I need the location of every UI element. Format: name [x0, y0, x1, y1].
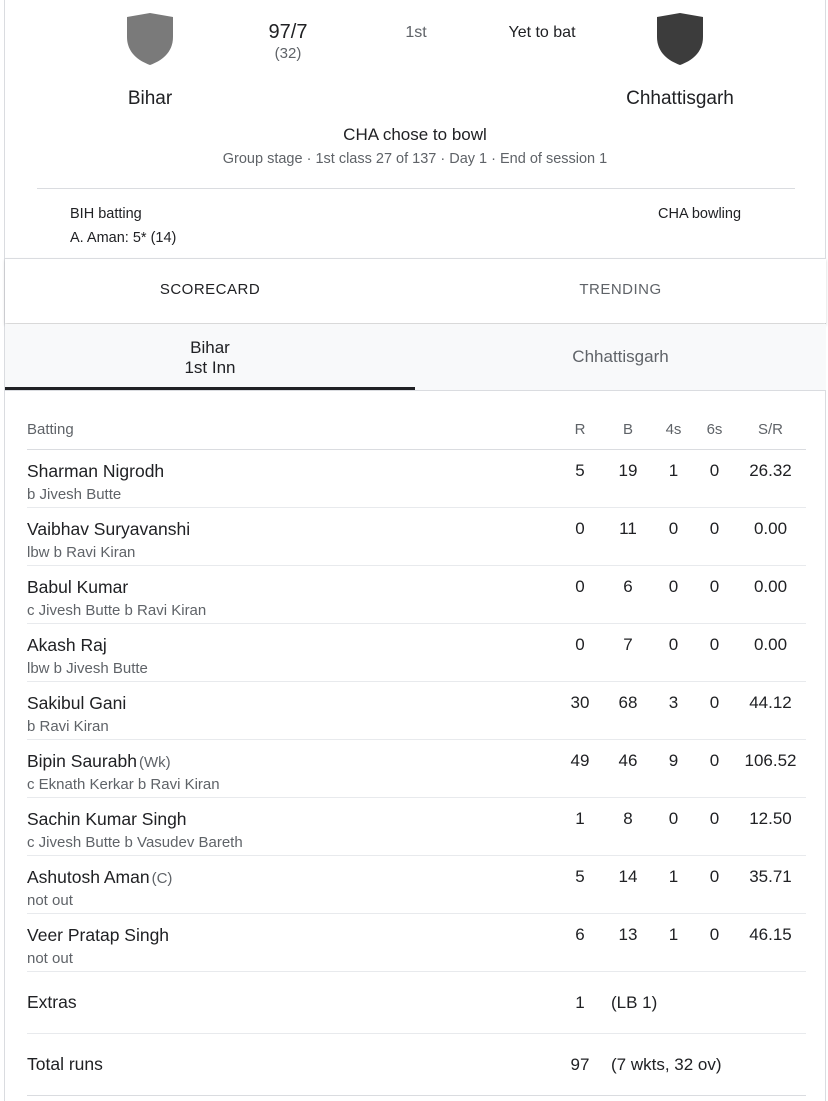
- strike-rate-cell: 0.00: [735, 624, 806, 682]
- sixes-cell: 0: [694, 624, 735, 682]
- team1-overs: (32): [274, 45, 302, 62]
- player-name-text: Babul Kumar: [27, 577, 129, 597]
- table-row: [27, 566, 806, 624]
- player-name-text: Sharman Nigrodh: [27, 461, 165, 481]
- header-divider: [37, 188, 795, 189]
- player-cell: [27, 798, 557, 856]
- innings-label: 1st: [405, 24, 427, 41]
- player-name-text: Sachin Kumar Singh: [27, 809, 187, 829]
- innings-tabs: [5, 324, 826, 391]
- team2-status: Yet to bat: [508, 24, 576, 41]
- chhattisgarh-shield-icon: [655, 13, 705, 65]
- sixes-cell: 0: [694, 914, 735, 972]
- header-runs: R: [557, 410, 603, 450]
- innings-tab-bihar[interactable]: [5, 324, 415, 390]
- team2-name[interactable]: Chhattisgarh: [626, 88, 734, 109]
- player-cell: [27, 856, 557, 914]
- balls-cell: 7: [603, 624, 653, 682]
- total-value: 97: [557, 1034, 603, 1096]
- balls-cell: 14: [603, 856, 653, 914]
- table-row: [27, 450, 806, 508]
- match-info: Group stage · 1st class 27 of 137 · Day 1 · End of session 1: [222, 151, 608, 167]
- player-cell: [27, 682, 557, 740]
- player-cell: [27, 508, 557, 566]
- strike-rate-cell: 46.15: [735, 914, 806, 972]
- player-name[interactable]: [27, 914, 557, 967]
- runs-cell: 6: [557, 914, 603, 972]
- fours-cell: 9: [653, 740, 694, 798]
- player-name-text: Veer Pratap Singh: [27, 925, 170, 945]
- balls-cell: 19: [603, 450, 653, 508]
- extras-row: [27, 972, 806, 1034]
- runs-cell: 0: [557, 566, 603, 624]
- innings-tab-bihar-sub: 1st Inn: [184, 358, 236, 377]
- balls-cell: 46: [603, 740, 653, 798]
- current-batter: A. Aman: 5* (14): [70, 230, 177, 246]
- total-label: Total runs: [27, 1034, 557, 1096]
- sixes-cell: 0: [694, 856, 735, 914]
- player-name-text: Vaibhav Suryavanshi: [27, 519, 191, 539]
- balls-cell: 6: [603, 566, 653, 624]
- table-row: [27, 624, 806, 682]
- table-row: [27, 856, 806, 914]
- runs-cell: 49: [557, 740, 603, 798]
- batting-table: [27, 410, 806, 1096]
- balls-cell: 68: [603, 682, 653, 740]
- header-fours: 4s: [653, 410, 694, 450]
- total-row: [27, 1034, 806, 1096]
- fours-cell: 3: [653, 682, 694, 740]
- fours-cell: 1: [653, 914, 694, 972]
- tab-scorecard[interactable]: SCORECARD: [159, 281, 261, 298]
- player-name-text: Akash Raj: [27, 635, 107, 655]
- sixes-cell: 0: [694, 740, 735, 798]
- header-strike-rate: S/R: [735, 410, 806, 450]
- header-balls: B: [603, 410, 653, 450]
- toss-result: CHA chose to bowl: [343, 125, 487, 144]
- dismissal-text: lbw b Ravi Kiran: [27, 544, 136, 561]
- balls-cell: 13: [603, 914, 653, 972]
- balls-cell: 11: [603, 508, 653, 566]
- fours-cell: 1: [653, 856, 694, 914]
- runs-cell: 5: [557, 856, 603, 914]
- player-cell: [27, 914, 557, 972]
- team1-name[interactable]: Bihar: [127, 88, 173, 109]
- dismissal-text: not out: [27, 950, 73, 967]
- player-name[interactable]: [27, 682, 557, 735]
- sixes-cell: 0: [694, 798, 735, 856]
- fours-cell: 0: [653, 624, 694, 682]
- bihar-shield-icon: [125, 13, 175, 65]
- strike-rate-cell: 35.71: [735, 856, 806, 914]
- player-cell: [27, 450, 557, 508]
- extras-label: Extras: [27, 972, 557, 1034]
- fours-cell: 0: [653, 566, 694, 624]
- runs-cell: 1: [557, 798, 603, 856]
- dismissal-text: c Jivesh Butte b Vasudev Bareth: [27, 834, 243, 851]
- player-name[interactable]: [27, 798, 557, 851]
- player-role: (C): [151, 870, 173, 887]
- dismissal-text: c Eknath Kerkar b Ravi Kiran: [27, 776, 220, 793]
- batting-team-label: BIH batting: [70, 206, 142, 222]
- dismissal-text: b Ravi Kiran: [27, 718, 109, 735]
- table-row: [27, 508, 806, 566]
- table-header-row: [27, 410, 806, 450]
- dismissal-text: b Jivesh Butte: [27, 486, 122, 503]
- runs-cell: 30: [557, 682, 603, 740]
- strike-rate-cell: 0.00: [735, 508, 806, 566]
- extras-detail: (LB 1): [603, 972, 806, 1034]
- sixes-cell: 0: [694, 450, 735, 508]
- innings-tab-chhattisgarh[interactable]: Chhattisgarh: [572, 347, 669, 366]
- player-name-text: Ashutosh Aman: [27, 867, 150, 887]
- sixes-cell: 0: [694, 508, 735, 566]
- player-name[interactable]: [27, 856, 557, 909]
- total-detail: (7 wkts, 32 ov): [603, 1034, 806, 1096]
- player-name[interactable]: [27, 624, 557, 677]
- player-name-text: Sakibul Gani: [27, 693, 127, 713]
- runs-cell: 0: [557, 508, 603, 566]
- fours-cell: 0: [653, 798, 694, 856]
- strike-rate-cell: 12.50: [735, 798, 806, 856]
- runs-cell: 0: [557, 624, 603, 682]
- header-sixes: 6s: [694, 410, 735, 450]
- dismissal-text: lbw b Jivesh Butte: [27, 660, 148, 677]
- balls-cell: 8: [603, 798, 653, 856]
- sixes-cell: 0: [694, 566, 735, 624]
- main-tabs: [5, 258, 826, 323]
- player-role: (Wk): [138, 754, 171, 771]
- player-cell: [27, 624, 557, 682]
- extras-value: 1: [557, 972, 603, 1034]
- table-row: [27, 682, 806, 740]
- innings-tab-bihar-label: Bihar: [190, 338, 230, 357]
- sixes-cell: 0: [694, 682, 735, 740]
- dismissal-text: c Jivesh Butte b Ravi Kiran: [27, 602, 207, 619]
- fours-cell: 0: [653, 508, 694, 566]
- table-row: [27, 740, 806, 798]
- runs-cell: 5: [557, 450, 603, 508]
- player-name[interactable]: [27, 566, 557, 619]
- strike-rate-cell: 106.52: [735, 740, 806, 798]
- bowling-team-label: CHA bowling: [658, 206, 742, 222]
- dismissal-text: not out: [27, 892, 73, 909]
- strike-rate-cell: 26.32: [735, 450, 806, 508]
- player-name-text: Bipin Saurabh: [27, 751, 137, 771]
- player-name[interactable]: [27, 508, 557, 561]
- player-name[interactable]: [27, 450, 557, 503]
- team1-score: 97/7: [268, 21, 308, 43]
- player-name[interactable]: [27, 740, 557, 793]
- fours-cell: 1: [653, 450, 694, 508]
- tab-trending[interactable]: TRENDING: [579, 281, 662, 298]
- table-row: [27, 914, 806, 972]
- player-cell: [27, 740, 557, 798]
- player-cell: [27, 566, 557, 624]
- header-batting: Batting: [27, 410, 557, 450]
- strike-rate-cell: 44.12: [735, 682, 806, 740]
- table-row: [27, 798, 806, 856]
- strike-rate-cell: 0.00: [735, 566, 806, 624]
